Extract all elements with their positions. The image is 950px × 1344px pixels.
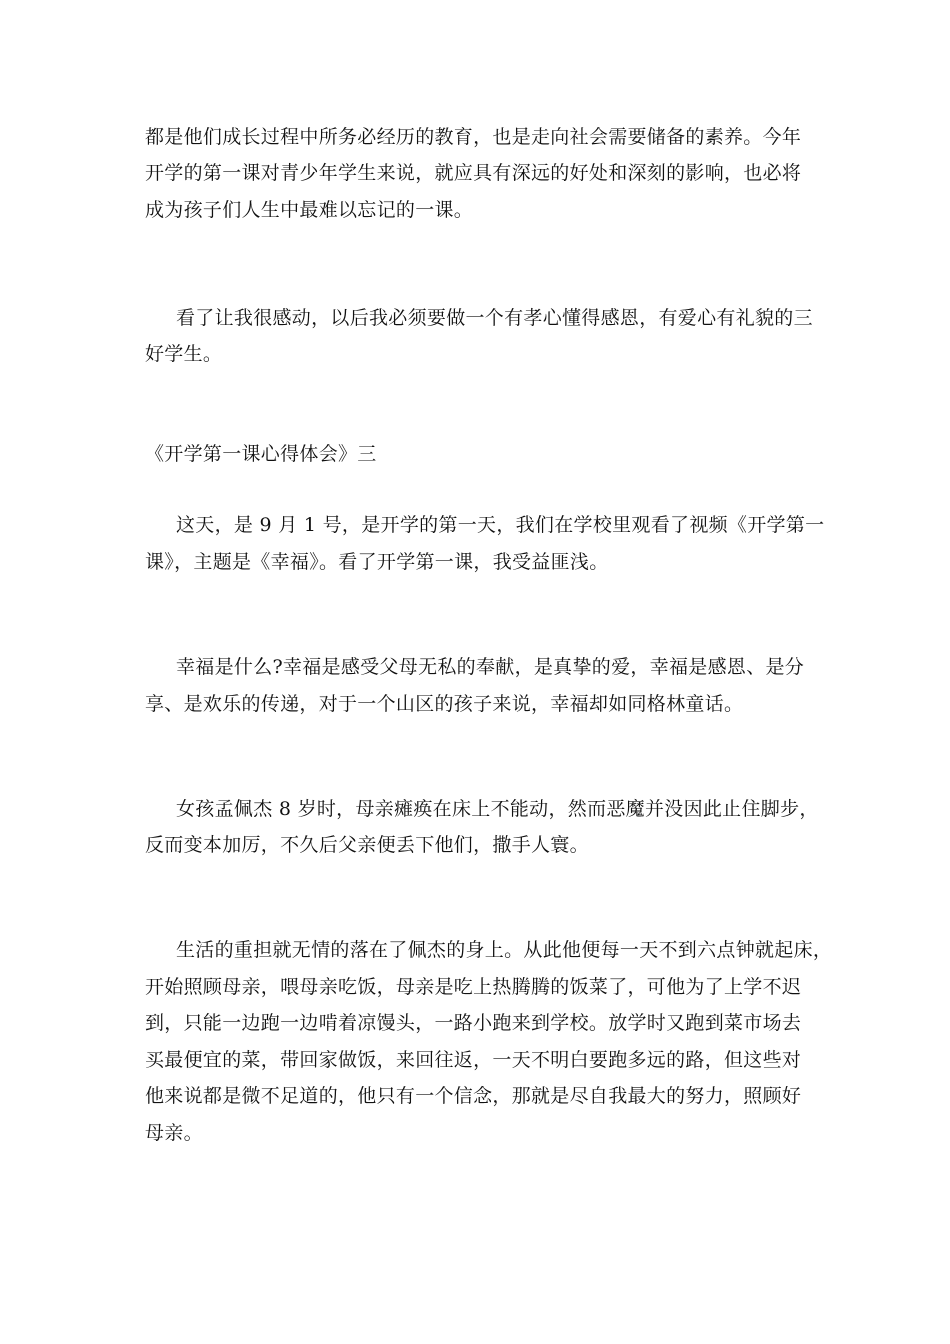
section-heading: 《开学第一课心得体会》三 <box>145 443 377 465</box>
paragraph-line: 开始照顾母亲，喂母亲吃饭，母亲是吃上热腾腾的饭菜了，可他为了上学不迟 <box>145 976 802 998</box>
paragraph-line: 都是他们成长过程中所务必经历的教育，也是走向社会需要储备的素养。今年 <box>145 126 802 148</box>
paragraph-line: 这天，是 9 月 1 号，是开学的第一天，我们在学校里观看了视频《开学第一 <box>176 514 825 536</box>
paragraph-line: 他来说都是微不足道的，他只有一个信念，那就是尽自我最大的努力，照顾好 <box>145 1085 802 1107</box>
paragraph-line: 开学的第一课对青少年学生来说，就应具有深远的好处和深刻的影响，也必将 <box>145 162 802 184</box>
paragraph-line: 成为孩子们人生中最难以忘记的一课。 <box>145 199 474 221</box>
paragraph-line: 买最便宜的菜，带回家做饭，来回往返，一天不明白要跑多远的路，但这些对 <box>145 1049 802 1071</box>
paragraph-line: 反而变本加厉，不久后父亲便丢下他们，撒手人寰。 <box>145 834 589 856</box>
paragraph-line: 享、是欢乐的传递，对于一个山区的孩子来说，幸福却如同格林童话。 <box>145 693 744 715</box>
paragraph-line: 好学生。 <box>145 343 223 365</box>
paragraph-line: 幸福是什么?幸福是感受父母无私的奉献，是真挚的爱，幸福是感恩、是分 <box>176 656 805 678</box>
paragraph-line: 课》，主题是《幸福》。看了开学第一课，我受益匪浅。 <box>145 551 609 573</box>
paragraph-line: 女孩孟佩杰 8 岁时，母亲瘫痪在床上不能动，然而恶魔并没因此止住脚步， <box>176 798 819 820</box>
paragraph-line: 看了让我很感动，以后我必须要做一个有孝心懂得感恩，有爱心有礼貌的三 <box>176 307 813 329</box>
paragraph-line: 生活的重担就无情的落在了佩杰的身上。从此他便每一天不到六点钟就起床， <box>176 939 833 961</box>
paragraph-line: 到，只能一边跑一边啃着凉馒头，一路小跑来到学校。放学时又跑到菜市场去 <box>145 1012 802 1034</box>
paragraph-line: 母亲。 <box>145 1122 203 1144</box>
